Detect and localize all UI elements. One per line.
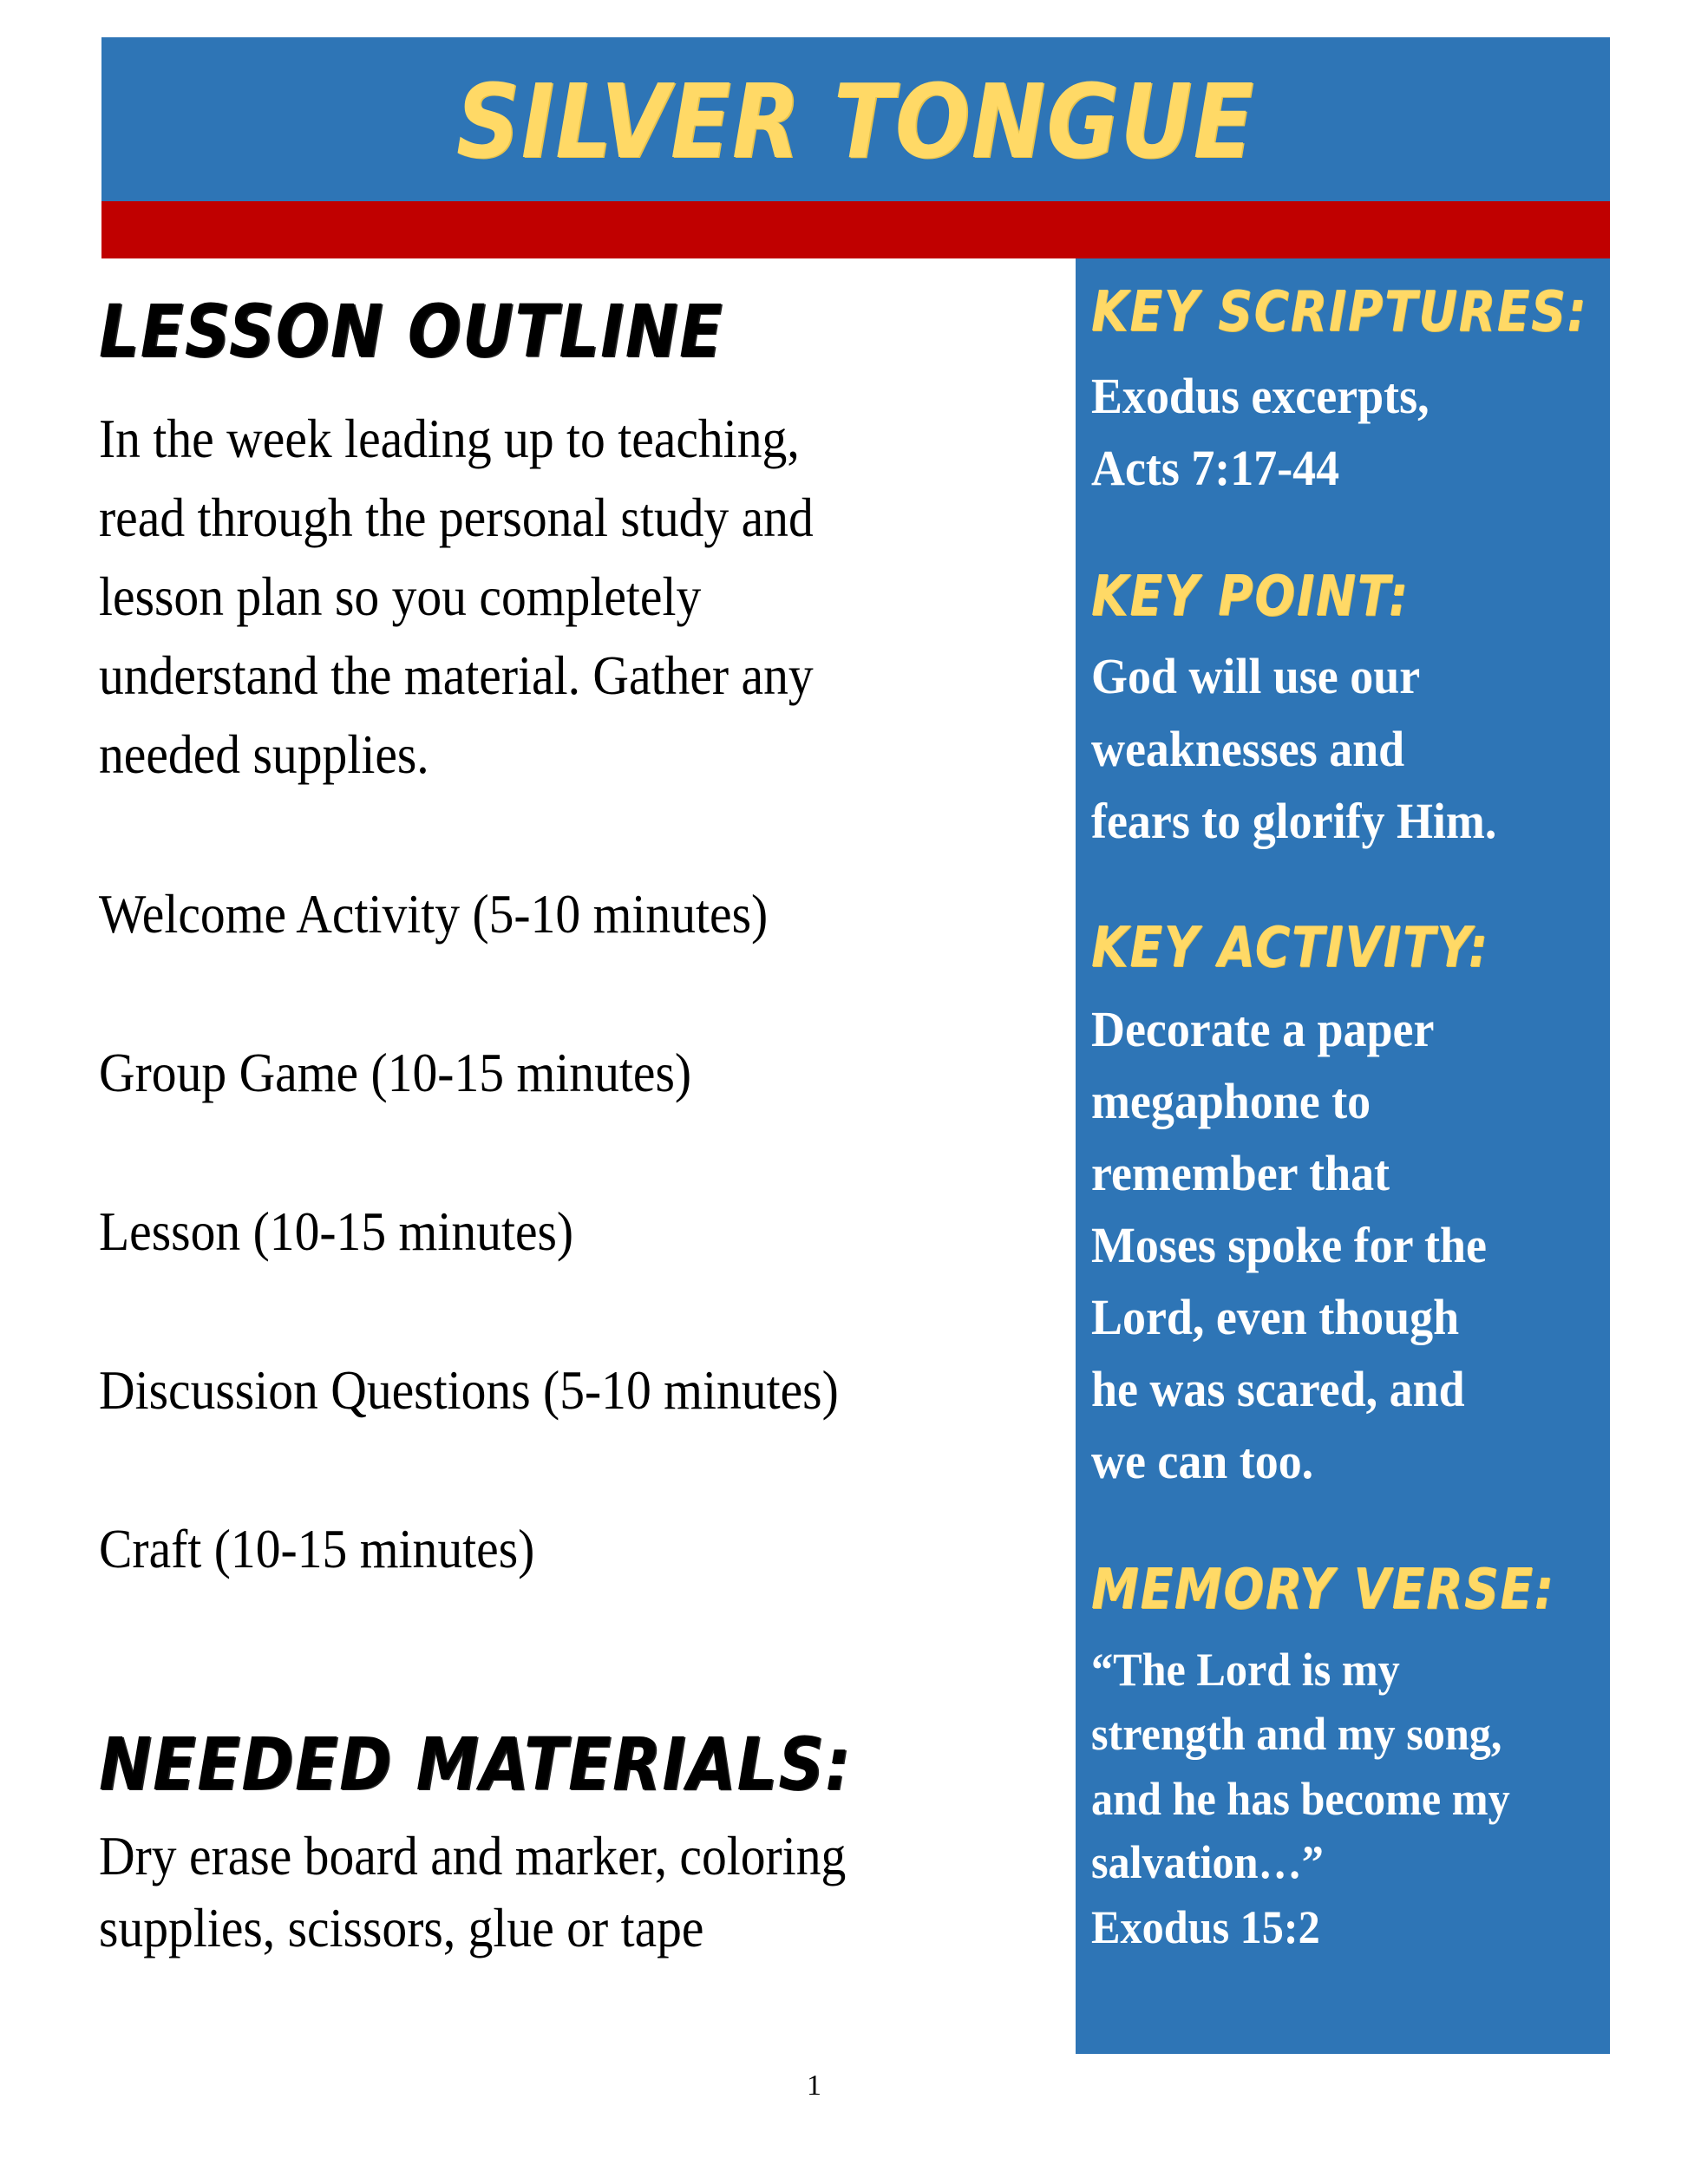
- needed-materials-heading: NEEDED MATERIALS:: [99, 1722, 852, 1807]
- page-number: 1: [807, 2070, 821, 2102]
- schedule-item-discussion-questions: Discussion Questions (5-10 minutes): [99, 1359, 839, 1421]
- intro-line: In the week leading up to teaching,: [99, 408, 800, 469]
- materials-line: supplies, scissors, glue or tape: [99, 1897, 704, 1958]
- memory-verse-heading: MEMORY VERSE:: [1091, 1558, 1555, 1622]
- memory-verse-line: “The Lord is my: [1091, 1644, 1400, 1696]
- key-point-line: fears to glorify Him.: [1091, 793, 1497, 849]
- intro-line: read through the personal study and: [99, 487, 814, 548]
- key-activity-line: Moses spoke for the: [1091, 1217, 1487, 1273]
- memory-verse-line: strength and my song,: [1091, 1708, 1502, 1760]
- key-activity-line: Lord, even though: [1091, 1289, 1460, 1345]
- lesson-outline-heading: LESSON OUTLINE: [99, 289, 724, 374]
- memory-verse-line: salvation…”: [1091, 1836, 1324, 1888]
- key-point-line: weaknesses and: [1091, 721, 1405, 777]
- schedule-item-lesson: Lesson (10-15 minutes): [99, 1200, 574, 1262]
- schedule-item-group-game: Group Game (10-15 minutes): [99, 1042, 692, 1103]
- key-scriptures-line: Acts 7:17-44: [1091, 440, 1340, 496]
- key-activity-line: Decorate a paper: [1091, 1001, 1435, 1057]
- key-point-heading: KEY POINT:: [1091, 565, 1410, 629]
- key-activity-heading: KEY ACTIVITY:: [1091, 916, 1489, 980]
- intro-line: understand the material. Gather any: [99, 644, 814, 706]
- key-activity-line: he was scared, and: [1091, 1361, 1465, 1417]
- materials-line: Dry erase board and marker, coloring: [99, 1825, 847, 1886]
- key-info-sidebar: [1076, 258, 1610, 2054]
- key-scriptures-heading: KEY SCRIPTURES:: [1091, 280, 1588, 344]
- schedule-item-craft: Craft (10-15 minutes): [99, 1518, 535, 1579]
- intro-line: needed supplies.: [99, 723, 429, 785]
- memory-verse-line: and he has become my: [1091, 1773, 1510, 1825]
- key-activity-line: megaphone to: [1091, 1073, 1371, 1129]
- title-banner: [101, 37, 1610, 201]
- intro-line: lesson plan so you completely: [99, 566, 702, 627]
- page-title: SILVER TONGUE: [456, 61, 1255, 181]
- schedule-item-welcome-activity: Welcome Activity (5-10 minutes): [99, 883, 769, 945]
- key-scriptures-line: Exodus excerpts,: [1091, 368, 1430, 424]
- key-point-line: God will use our: [1091, 648, 1421, 704]
- key-activity-line: remember that: [1091, 1145, 1390, 1201]
- key-activity-line: we can too.: [1091, 1433, 1314, 1489]
- memory-verse-reference: Exodus 15:2: [1091, 1901, 1320, 1953]
- banner-red-stripe: [101, 201, 1610, 258]
